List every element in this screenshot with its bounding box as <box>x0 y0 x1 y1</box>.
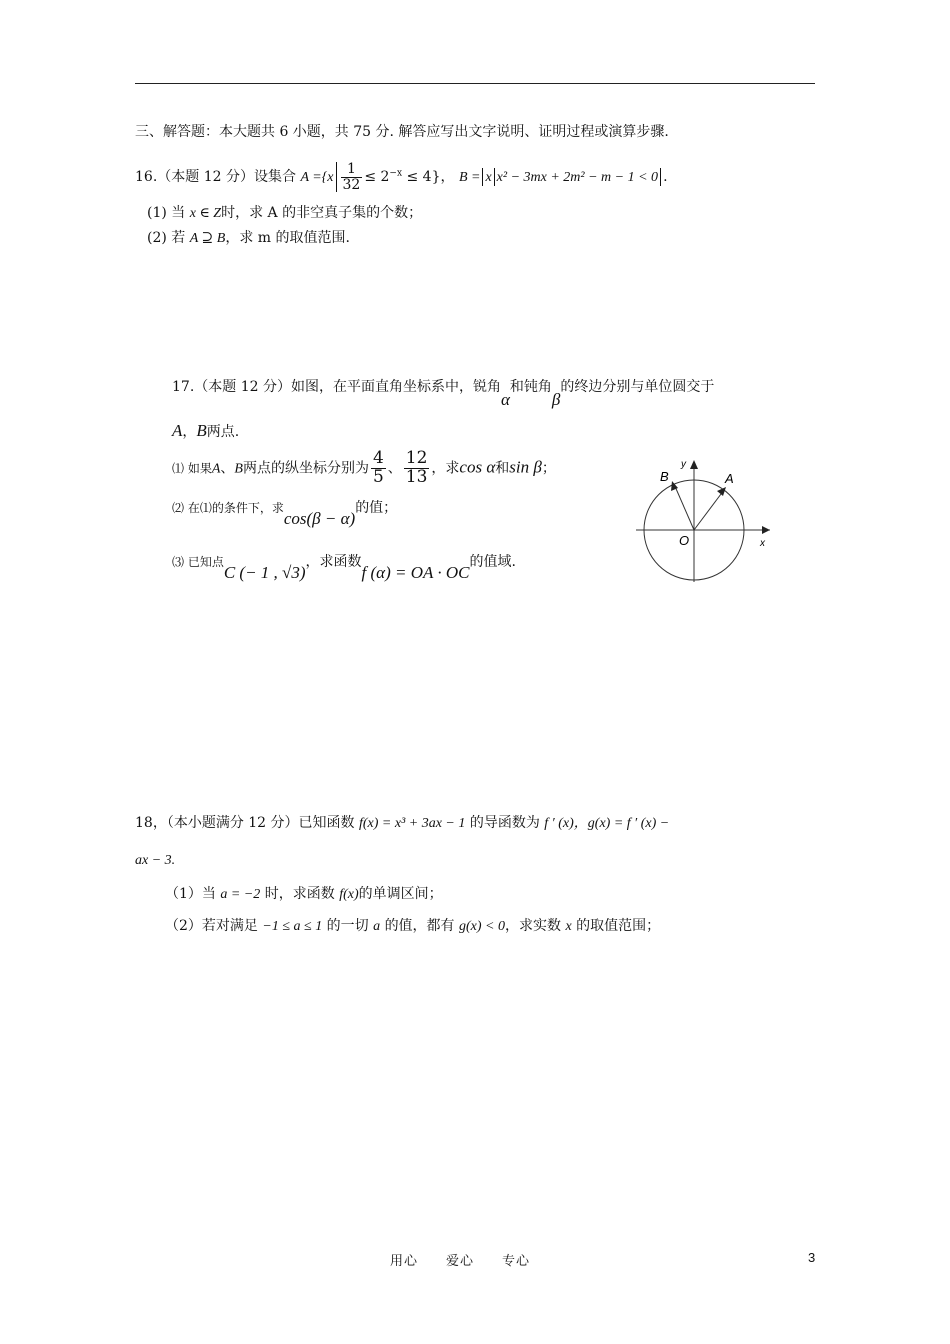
q16-set-b-open: B = <box>458 170 481 186</box>
q18-part1-c: 的单调区间； <box>358 886 443 902</box>
q17-part2-a: ⑵ 在⑴的条件下，求 <box>172 501 284 515</box>
q17-beta: β <box>551 390 561 409</box>
label-O: O <box>679 533 690 548</box>
q18-line1-fp: f ′ (x)， <box>544 816 588 831</box>
q16-part2-post: ，求 m 的取值范围. <box>225 230 350 246</box>
q17-part1-cos: cos α <box>459 457 496 477</box>
q16-set-a-open: A ={x <box>300 170 334 186</box>
q17-part1-c: ，求 <box>431 460 460 477</box>
q18-part1-f: f(x) <box>339 887 359 902</box>
q17-part2-end: 的值； <box>355 500 398 516</box>
q17-part2-math: cos(β − α) <box>283 509 356 528</box>
q18-part2-cond: −1 ≤ a ≤ 1 <box>262 919 323 934</box>
q18-line1-g: g(x) = f ′ (x) − <box>587 816 670 831</box>
q18-part2 <box>165 918 660 936</box>
q17-alpha: α <box>500 390 510 409</box>
q17-part1-end: ； <box>541 460 556 477</box>
label-B: B <box>660 469 669 484</box>
q18-part1-cond: a = −2 <box>220 887 261 902</box>
q16-number: 16. <box>135 169 158 186</box>
q16-part2 <box>147 230 350 248</box>
q17-part1-a: ⑴ 如果 <box>172 461 212 476</box>
q17-f1-num: 4 <box>372 448 384 468</box>
q18-part1-b: 时，求函数 <box>264 886 335 902</box>
q17-f1-den: 5 <box>372 466 384 487</box>
q17-part3-point: C (− 1 , √3) <box>223 563 306 582</box>
q17-part1-sep: 、 <box>220 460 235 477</box>
q17-part3 <box>172 551 516 582</box>
q18-line2-expr: ax − 3. <box>135 853 176 868</box>
q16-set-b-left-bar <box>482 168 483 186</box>
q17-fraction-12-13 <box>404 450 430 487</box>
q18-line2 <box>135 852 175 870</box>
q18-part2-x: x <box>565 919 572 934</box>
q18-line1 <box>135 815 669 833</box>
q18-part2-g: g(x) < 0 <box>459 919 506 934</box>
page-number: 3 <box>808 1250 816 1265</box>
q18-part2-b: 的一切 <box>326 918 369 934</box>
q18-part2-e: 的取值范围； <box>576 918 661 934</box>
q18-part2-d: ，求实数 <box>505 918 562 934</box>
q16-fraction: $\frac{1}{32}$ <box>342 161 361 193</box>
q17-part1-b: 两点的纵坐标分别为 <box>242 460 369 477</box>
q16-part2-math: A ⊇ B <box>189 231 226 246</box>
q17-stem <box>172 376 715 409</box>
q18-part1-a: （1）当 <box>165 886 216 902</box>
q17-line2-tail: 两点. <box>206 424 240 440</box>
q18-line1-f: f(x) = x³ + 3ax − 1 <box>358 816 466 831</box>
q17-part3-a: ⑶ 已知点 <box>172 555 224 569</box>
q17-part2 <box>172 497 398 528</box>
q17-line2-a: A <box>172 421 183 440</box>
q17-line2 <box>172 421 239 441</box>
unit-circle-figure <box>630 450 780 590</box>
q17-fraction-4-5 <box>371 450 386 487</box>
q18-line1-a: 18，（本小题满分 12 分）已知函数 <box>135 815 355 831</box>
q16-ineq-mid: ≤ 2 <box>364 169 390 186</box>
q18-part2-a-var: a <box>373 919 381 934</box>
footer-center-text: 用心 爱心 专心 <box>390 1254 531 1269</box>
q17-part1 <box>172 450 556 487</box>
q16-prefix: （本题 12 分）设集合 <box>157 169 296 186</box>
q16-set-b-body: x² − 3mx + 2m² − m − 1 < 0 <box>496 170 659 186</box>
q17-part1-A: A <box>211 461 221 477</box>
q17-line1-c: 的终边分别与单位圆交于 <box>560 379 715 395</box>
q16-exponent: −x <box>389 168 403 179</box>
q17-line1-b: 和钝角 <box>509 379 552 395</box>
q16-set-b-right-bar <box>660 168 661 186</box>
q17-part1-dun: 、 <box>387 460 402 477</box>
q17-part1-he: 和 <box>495 460 510 477</box>
q16-set-a-bar <box>336 162 337 192</box>
q18-line1-b: 的导函数为 <box>469 815 540 831</box>
label-x: x <box>760 538 765 549</box>
q18-part2-a: （2）若对满足 <box>165 918 258 934</box>
q16-part2-pre: (2) 若 <box>147 230 186 246</box>
q16-ineq-end: ≤ 4}， <box>402 169 455 186</box>
q16-set-b-x: x <box>485 170 492 186</box>
q18-part1 <box>165 886 443 904</box>
q17-line2-sep: ， <box>182 424 197 440</box>
x-axis-arrow <box>762 526 770 534</box>
q16-part1-post: 时，求 A 的非空真子集的个数； <box>221 205 423 221</box>
q18-part2-c: 的值，都有 <box>384 918 455 934</box>
label-y: y <box>681 459 686 470</box>
q17-part3-end: 的值域. <box>469 554 516 570</box>
ray-OA <box>694 490 724 530</box>
q17-part1-sin: sin β <box>509 457 542 477</box>
q17-number: 17. <box>172 379 195 395</box>
q17-line1-a: （本题 12 分）如图，在平面直角坐标系中，锐角 <box>194 379 501 395</box>
section-heading: 三、解答题：本大题共 6 小题，共 75 分. 解答应写出文字说明、证明过程或演算步骤. <box>135 124 669 140</box>
q17-f2-num: 12 <box>405 448 428 468</box>
q17-part3-func: f (α) = OA · OC <box>361 563 470 582</box>
q17-line2-b: B <box>196 421 207 440</box>
label-A: A <box>725 471 734 486</box>
q17-part1-B: B <box>234 461 243 477</box>
q16-part1-math: x ∈ Z <box>189 206 222 221</box>
ray-OB <box>674 484 694 530</box>
q16-part1 <box>147 205 422 223</box>
q17-f2-den: 13 <box>405 466 428 487</box>
header-rule <box>135 83 815 84</box>
q16-stem <box>135 162 668 192</box>
q17-part3-b: ，求函数 <box>305 554 362 570</box>
q16-tail: . <box>663 169 668 186</box>
q16-part1-pre: (1) 当 <box>147 205 186 221</box>
y-axis-arrow <box>690 460 698 469</box>
q16-set-b-mid-bar <box>494 168 495 186</box>
